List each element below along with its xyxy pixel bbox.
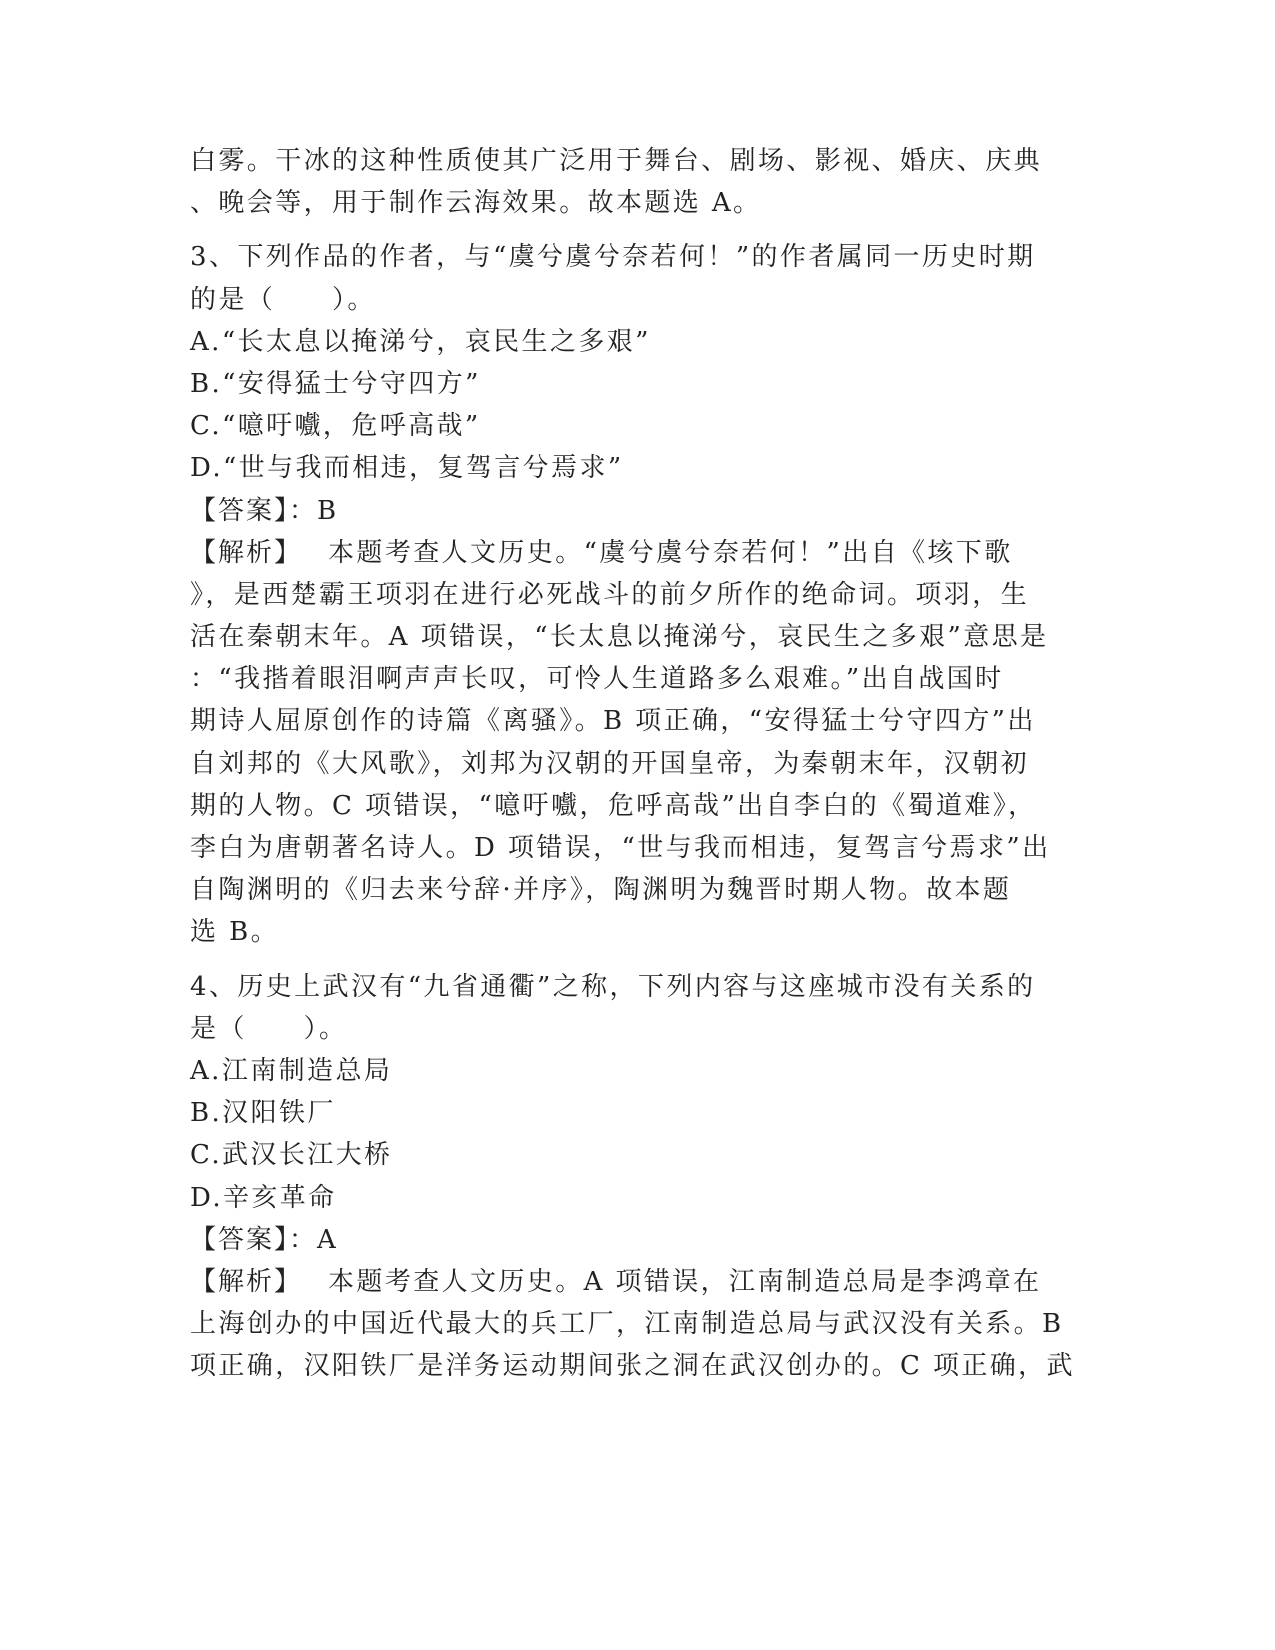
answer-line [190,490,1090,532]
document-page [190,140,1090,1387]
question-3 [190,236,1090,953]
explanation-text: 》，是西楚霸王项羽在进行必死战斗的前夕所作的绝命词。项羽，生 [190,579,1030,610]
explanation-text: 李白为唐朝著名诗人。D 项错误，“世与我而相违，复驾言兮焉求”出 [190,833,1051,863]
option-c: C.“噫吁嚱，危呼高哉” [190,411,481,442]
explanation-label: 【解析】 [190,1266,303,1297]
question-stem: 的是（ ）。 [190,284,376,315]
answer-value: B [317,495,339,526]
explanation-text: 本题考查人文历史。A 项错误，江南制造总局是李鸿章在 [328,1266,1042,1297]
explanation-text: 期的人物。C 项错误，“噫吁嚱，危呼高哉”出自李白的《蜀道难》， [190,790,1037,821]
option-c: C.武汉长江大桥 [190,1140,393,1171]
explanation-text: 期诗人屈原创作的诗篇《离骚》。B 项正确，“安得猛士兮守四方”出 [190,706,1036,737]
option-d: D.“世与我而相违，复驾言兮焉求” [190,453,624,484]
question-stem: 3、下列作品的作者，与“虞兮虞兮奈若何！”的作者属同一历史时期 [190,242,1036,273]
intro-paragraph [190,140,1090,224]
answer-value: A [317,1224,339,1255]
option-b: B.汉阳铁厂 [190,1098,336,1129]
explanation-text: 上海创办的中国近代最大的兵工厂，江南制造总局与武汉没有关系。B [190,1309,1064,1340]
option-a: A.江南制造总局 [190,1055,393,1086]
explanation-text: 本题考查人文历史。“虞兮虞兮奈若何！”出自《垓下歌 [328,537,1013,568]
question-stem: 是（ ）。 [190,1013,348,1044]
answer-line [190,1219,1090,1261]
option-a: A.“长太息以掩涕兮，哀民生之多艰” [190,326,651,357]
explanation-line [190,1261,1090,1303]
option-d: D.辛亥革命 [190,1182,337,1213]
explanation-text: 项正确，汉阳铁厂是洋务运动期间张之洞在武汉创办的。C 项正确，武 [190,1351,1075,1382]
explanation-text: ：“我揩着眼泪啊声声长叹，可怜人生道路多么艰难。”出自战国时 [190,664,1004,695]
explanation-text: 自陶渊明的《归去来兮辞·并序》，陶渊明为魏晋时期人物。故本题 [190,875,1012,906]
answer-label: 【答案】： [190,1224,318,1255]
explanation-text: 选 B。 [190,917,279,948]
text-line: 、晚会等，用于制作云海效果。故本题选 A。 [190,188,762,219]
explanation-text: 自刘邦的《大风歌》，刘邦为汉朝的开国皇帝，为秦朝末年，汉朝初 [190,748,1030,779]
explanation-line [190,532,1090,574]
question-stem: 4、历史上武汉有“九省通衢”之称，下列内容与这座城市没有关系的 [190,971,1036,1002]
question-4 [190,966,1090,1388]
explanation-text: 活在秦朝末年。A 项错误，“长太息以掩涕兮，哀民生之多艰”意思是 [190,622,1049,653]
explanation-label: 【解析】 [190,537,303,568]
option-b: B.“安得猛士兮守四方” [190,368,481,399]
answer-label: 【答案】： [190,495,318,526]
text-line: 白雾。干冰的这种性质使其广泛用于舞台、剧场、影视、婚庆、庆典 [190,146,1043,176]
